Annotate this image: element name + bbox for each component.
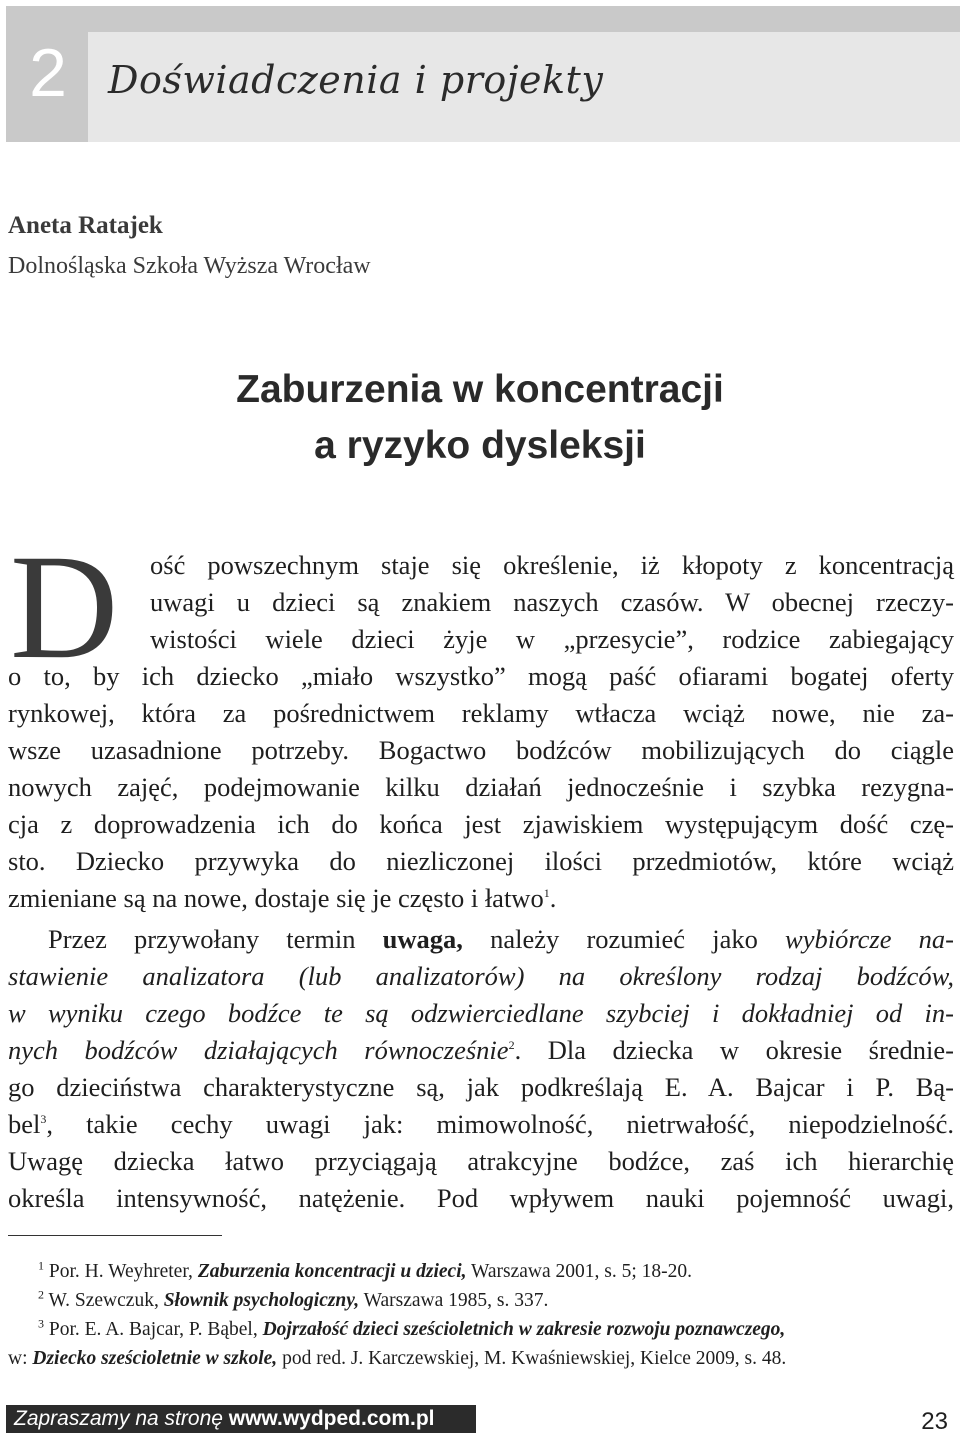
footnote-title: Słownik psychologiczny, — [163, 1290, 360, 1311]
body-line: o to, by ich dziecko „miało wszystko” mogą paść ofiarami bogatej oferty — [8, 661, 954, 691]
body-line — [48, 921, 954, 958]
footnote-ref[interactable]: 3 — [40, 1112, 47, 1127]
body-line — [8, 1032, 954, 1069]
footnote-text: Warszawa 1985, s. 337. — [359, 1290, 549, 1311]
body-text: . Dla dziecka w okresie średnie- — [514, 1035, 954, 1065]
body-line: ość powszechnym staje się określenie, iż kłopoty z koncentracją — [150, 550, 954, 580]
body-text: , takie cechy uwagi jak: mimowolność, nietrwałość, niepodzielność. — [46, 1109, 954, 1139]
body-text: zmieniane są na nowe, dostaje się je często i łatwo — [8, 883, 544, 913]
body-line: wistości wiele dzieci żyje w „przesycie”, rodzice zabiegający — [150, 624, 954, 654]
body-line: go dzieciństwa charakterystyczne są, jak podkreślają E. A. Bajcar i P. Bą- — [8, 1072, 954, 1102]
body-line: uwagi u dzieci są znakiem naszych czasów. W obecnej rzeczy- — [150, 587, 954, 617]
footnote-number: 2 — [38, 1287, 44, 1302]
body-line: cja z doprowadzenia ich do końca jest zjawiskiem występującym dość czę- — [8, 809, 954, 839]
chapter-title: Doświadczenia i projekty — [108, 58, 604, 102]
body-line: stawienie analizatora (lub analizatorów) na określony rodzaj bodźców, — [8, 961, 954, 991]
footnote-3 — [38, 1316, 960, 1344]
footnote-text: pod red. J. Karczewskiej, M. Kwaśniewskiej, Kielce 2009, s. 48. — [277, 1348, 787, 1369]
body-line — [8, 1106, 954, 1143]
body-line: wsze uzasadnione potrzeby. Bogactwo bodźców mobilizujących do ciągle — [8, 735, 954, 765]
author-name: Aneta Ratajek — [8, 212, 163, 239]
article-title-line-2: a ryzyko dysleksji — [314, 424, 646, 467]
footnote-text: W. Szewczuk, — [48, 1290, 164, 1311]
body-text: Przez przywołany termin — [48, 924, 383, 954]
definition-text: nych bodźców działających równocześnie — [8, 1035, 509, 1065]
definition-text: wybiórcze na- — [785, 924, 955, 954]
author-affiliation: Dolnośląska Szkoła Wyższa Wrocław — [8, 253, 371, 279]
footnote-3-continued — [8, 1345, 954, 1373]
footnote-number: 3 — [38, 1316, 44, 1331]
page-number: 23 — [921, 1408, 948, 1435]
footnote-number: 1 — [38, 1258, 44, 1273]
drop-cap: D — [10, 524, 119, 690]
chapter-number: 2 — [29, 35, 67, 111]
body-line — [8, 880, 954, 917]
body-line: w wyniku czego bodźce te są odzwierciedlane szybciej i dokładniej od in- — [8, 998, 954, 1028]
footnote-2 — [38, 1287, 960, 1315]
article-title-line-1: Zaburzenia w koncentracji — [236, 368, 724, 411]
footer-url-link[interactable]: www.wydped.com.pl — [228, 1407, 435, 1430]
body-line: Uwagę dziecka łatwo przyciągają atrakcyjne bodźce, zaś ich hierarchię — [8, 1146, 954, 1176]
footnote-1 — [38, 1258, 960, 1286]
footnote-separator — [8, 1235, 222, 1236]
body-text: . — [549, 883, 557, 913]
footnote-text: Warszawa 2001, s. 5; 18-20. — [466, 1261, 693, 1282]
footnote-title: Dziecko sześcioletnie w szkole, — [32, 1348, 278, 1369]
body-text: należy rozumieć jako — [462, 924, 786, 954]
footnote-title: Dojrzałość dzieci sześcioletnich w zakresie rozwoju poznawczego, — [262, 1319, 786, 1340]
term-uwaga: uwaga, — [382, 924, 463, 954]
footnote-title: Zaburzenia koncentracji u dzieci, — [197, 1261, 467, 1282]
body-line: nowych zajęć, podejmowanie kilku działań jednocześnie i szybka rezygna- — [8, 772, 954, 802]
footnote-text: Por. E. A. Bajcar, P. Bąbel, — [48, 1319, 263, 1340]
footnote-ref[interactable]: 2 — [508, 1038, 515, 1053]
footnote-text: Por. H. Weyhreter, — [48, 1261, 198, 1282]
body-line: określa intensywność, natężenie. Pod wpływem nauki pojemność uwagi, — [8, 1183, 954, 1213]
body-text: bel — [8, 1109, 41, 1139]
footnote-text: w: — [8, 1348, 33, 1369]
body-line: sto. Dziecko przywyka do niezliczonej ilości przedmiotów, które wciąż — [8, 846, 954, 876]
footer-banner — [6, 1405, 476, 1433]
footnote-ref[interactable]: 1 — [543, 886, 550, 901]
footer-invite: Zapraszamy na stronę — [14, 1407, 229, 1430]
body-line: rynkowej, która za pośrednictwem reklamy wtłacza wciąż nowe, nie za- — [8, 698, 954, 728]
